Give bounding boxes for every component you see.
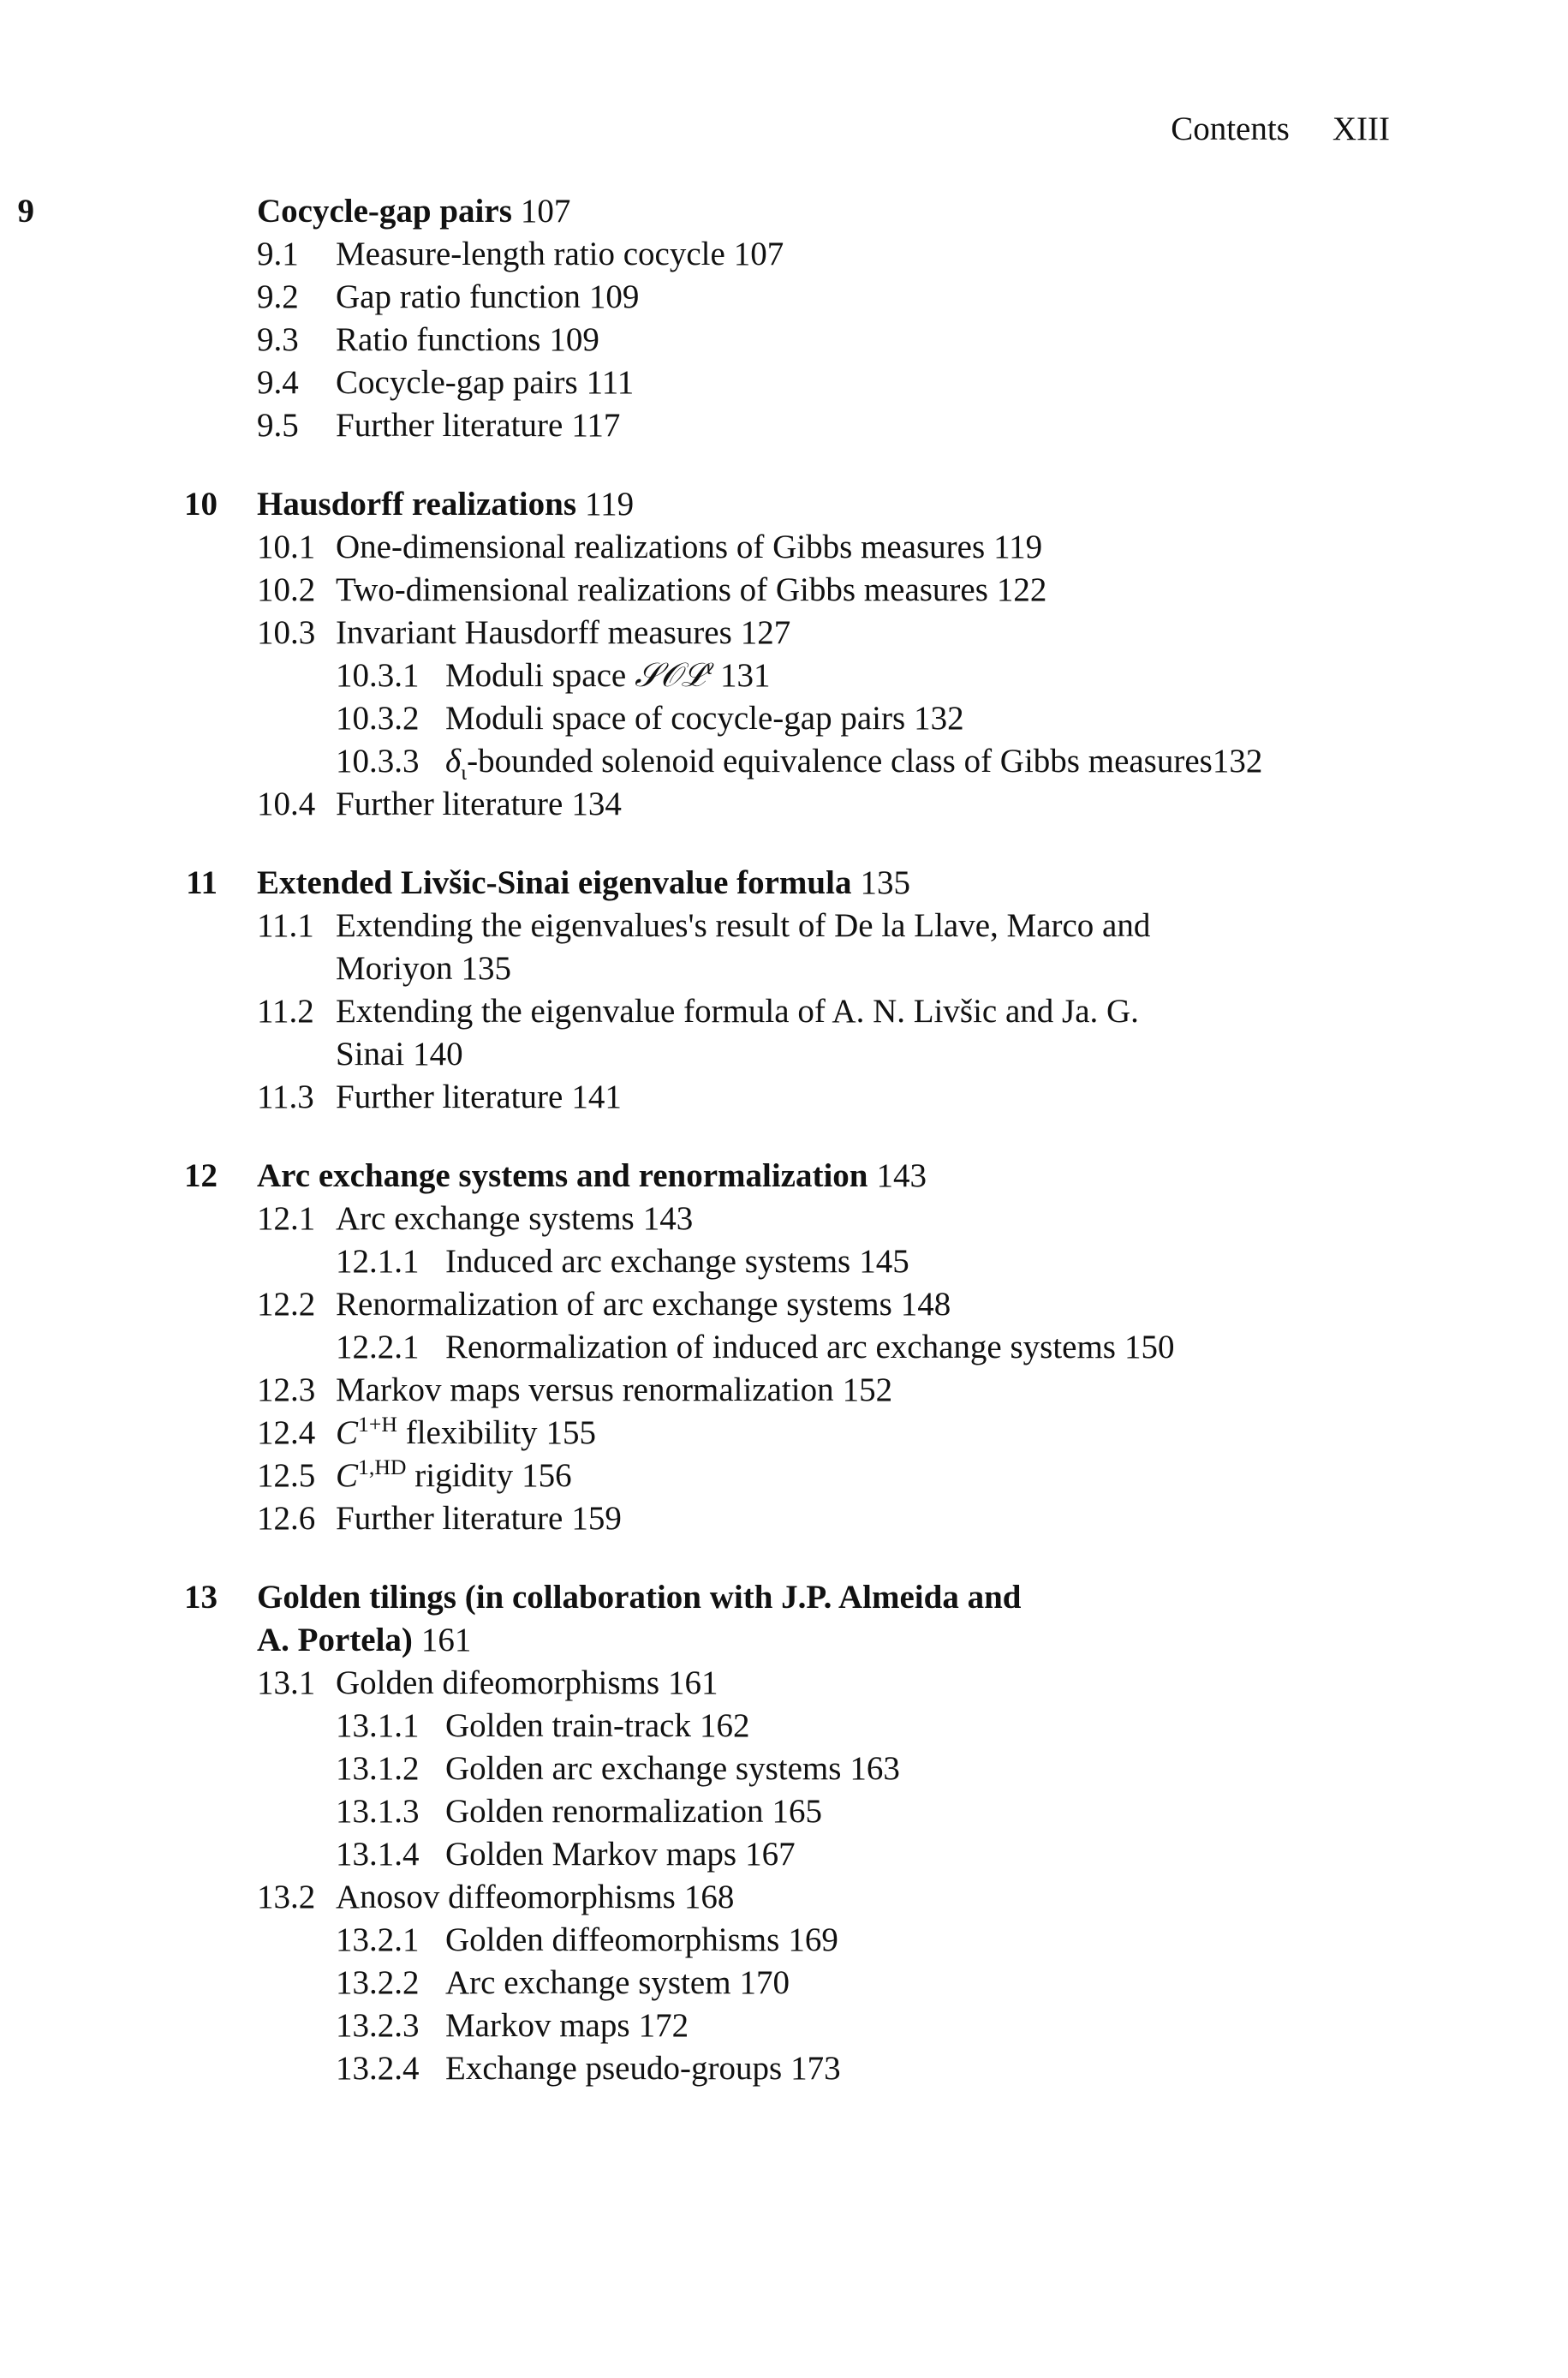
toc-title: Arc exchange systems and renormalization [257,1157,868,1194]
toc-page: 155 [546,1414,597,1451]
toc-number: 12.2.1 [336,1329,420,1365]
toc-page: 109 [588,278,640,315]
math-symbol: δ [445,743,462,780]
toc-number: 12.6 [257,1500,316,1537]
toc-number: 11 [186,864,218,901]
toc-page: 173 [790,2050,841,2087]
toc-number: 9.2 [257,278,299,315]
toc-title: Induced arc exchange systems [445,1243,851,1280]
toc-number: 12.4 [257,1414,316,1451]
header-page-number: XIII [1332,111,1390,147]
toc-number: 12.5 [257,1457,316,1494]
toc-page: 159 [571,1500,622,1537]
toc-page: 127 [740,614,791,651]
toc-number: 10.3.1 [336,657,420,694]
toc-page: 150 [1124,1329,1175,1365]
toc-number: 12.2 [257,1286,316,1323]
toc-number: 10 [184,486,218,523]
toc-number: 13.2 [257,1879,316,1915]
toc-title: Golden Markov maps [445,1836,737,1873]
toc-page: 111 [586,364,635,401]
toc-number: 10.1 [257,529,316,565]
toc-number: 13.2.2 [336,1964,420,2001]
toc-page: 143 [642,1200,694,1237]
toc-title-continuation: Moriyon [336,950,453,987]
toc-page: 119 [585,486,635,523]
toc-number: 11.1 [257,907,314,944]
toc-title: Further literature [336,786,563,822]
toc-title: Extending the eigenvalue formula of A. N. Livšic and Ja. G. [336,993,1139,1030]
toc-title [336,1455,518,1497]
toc-title: Extended Livšic-Sinai eigenvalue formula [257,864,852,901]
toc-number: 10.3 [257,614,316,651]
math-symbol: C [336,1457,359,1494]
toc-page: 170 [739,1964,790,2001]
toc-page: 143 [876,1157,927,1194]
toc-title: Golden difeomorphisms [336,1664,660,1701]
toc-number: 13.2.1 [336,1921,420,1958]
toc-title-text: Moduli space [445,657,627,694]
toc-title: Markov maps [445,2007,630,2044]
math-superscript: ι [706,654,712,679]
toc-page: 161 [420,1622,472,1658]
toc-number: 9.4 [257,364,299,401]
toc-page: 132 [1212,743,1263,780]
toc-title: Two-dimensional realizations of Gibbs measures [336,571,988,608]
toc-number: 13 [184,1579,218,1616]
toc-page: 132 [914,700,964,737]
toc-title: Anosov diffeomorphisms [336,1879,676,1915]
toc-title-continuation: Sinai [336,1036,405,1072]
toc-title: Ratio functions [336,321,541,358]
toc-title: Extending the eigenvalues's result of De la Llave, Marco and [336,907,1151,944]
toc-number: 12.3 [257,1371,316,1408]
toc-page: 131 [720,657,771,694]
toc-page: 107 [520,193,571,230]
toc-title: Arc exchange system [445,1964,731,2001]
toc-title: Arc exchange systems [336,1200,635,1237]
toc-page: 141 [571,1078,622,1115]
toc-title: Renormalization of arc exchange systems [336,1286,892,1323]
toc-title: Golden tilings (in collaboration with J.P. Almeida and [257,1579,1022,1616]
toc-title-text: flexibility [396,1414,538,1451]
toc-page: 161 [668,1664,718,1701]
toc-number: 10.3.2 [336,700,420,737]
toc-title: Invariant Hausdorff measures [336,614,732,651]
toc-page: 109 [549,321,599,358]
toc-number: 9.3 [257,321,299,358]
toc-title: Markov maps versus renormalization [336,1371,834,1408]
toc-number: 11.2 [257,993,314,1030]
toc-title: Cocycle-gap pairs [257,193,512,230]
toc-title [336,1412,543,1455]
toc-page: 145 [859,1243,909,1280]
toc-title: Cocycle-gap pairs [336,364,578,401]
toc-page: 107 [733,236,784,272]
toc-number: 13.2.3 [336,2007,420,2044]
header-title: Contents [1171,111,1290,147]
toc-title: Exchange pseudo-groups [445,2050,783,2087]
math-superscript: 1+H [358,1412,397,1437]
toc-page: 134 [571,786,622,822]
toc-title [445,654,717,697]
toc-title: Renormalization of induced arc exchange systems [445,1329,1116,1365]
running-header [0,110,1390,148]
toc-page: 163 [850,1750,900,1787]
toc-page: 117 [571,407,621,444]
toc-number: 10.4 [257,786,316,822]
toc-number: 13.1 [257,1664,316,1701]
toc-number: 13.1.1 [336,1707,420,1744]
toc-number: 13.2.4 [336,2050,420,2087]
toc-title: Further literature [336,407,563,444]
toc-page: 135 [461,950,511,987]
toc-number: 10.2 [257,571,316,608]
toc-title: Gap ratio function [336,278,581,315]
toc-page: 148 [900,1286,951,1323]
math-subscript: ι [461,759,468,785]
toc-number: 9.1 [257,236,299,272]
toc-number: 12.1 [257,1200,316,1237]
toc-number: 13.1.4 [336,1836,420,1873]
math-symbol: 𝒮𝒪ℒ [634,657,706,694]
toc-number: 13.1.2 [336,1750,420,1787]
toc-title: Golden diffeomorphisms [445,1921,780,1958]
toc-title: Golden train-track [445,1707,691,1744]
toc-page: 162 [699,1707,750,1744]
toc-page: 172 [638,2007,689,2044]
toc-page: 156 [522,1457,572,1494]
toc-title: Measure-length ratio cocycle [336,236,725,272]
toc-page: 140 [413,1036,463,1072]
toc-number: 9.5 [257,407,299,444]
toc-title-text: -bounded solenoid equivalence class of Gibbs measures [467,743,1213,780]
toc-number: 11.3 [257,1078,314,1115]
toc-title: Further literature [336,1078,563,1115]
toc-title: Hausdorff realizations [257,486,577,523]
toc-title: Moduli space of cocycle-gap pairs [445,700,906,737]
toc-title-continuation: A. Portela) [257,1622,413,1658]
toc-number: 13.1.3 [336,1793,420,1830]
toc-title: Golden renormalization [445,1793,764,1830]
toc-page: 168 [683,1879,735,1915]
toc-page: 165 [772,1793,822,1830]
math-superscript: 1,HD [358,1455,407,1479]
toc-title-text: rigidity [406,1457,514,1494]
toc-number: 10.3.3 [336,743,420,780]
toc-page: 167 [745,1836,796,1873]
toc-page: 169 [788,1921,838,1958]
toc-number: 12.1.1 [336,1243,420,1280]
toc-page: 119 [993,529,1043,565]
toc-number: 9 [17,193,34,230]
toc-title: Further literature [336,1500,563,1537]
toc-page: 152 [842,1371,893,1408]
math-symbol: C [336,1414,359,1451]
toc-title: Golden arc exchange systems [445,1750,842,1787]
toc-page: 122 [996,571,1047,608]
toc-page: 135 [860,864,910,901]
toc-number: 12 [184,1157,218,1194]
toc-title: One-dimensional realizations of Gibbs measures [336,529,986,565]
